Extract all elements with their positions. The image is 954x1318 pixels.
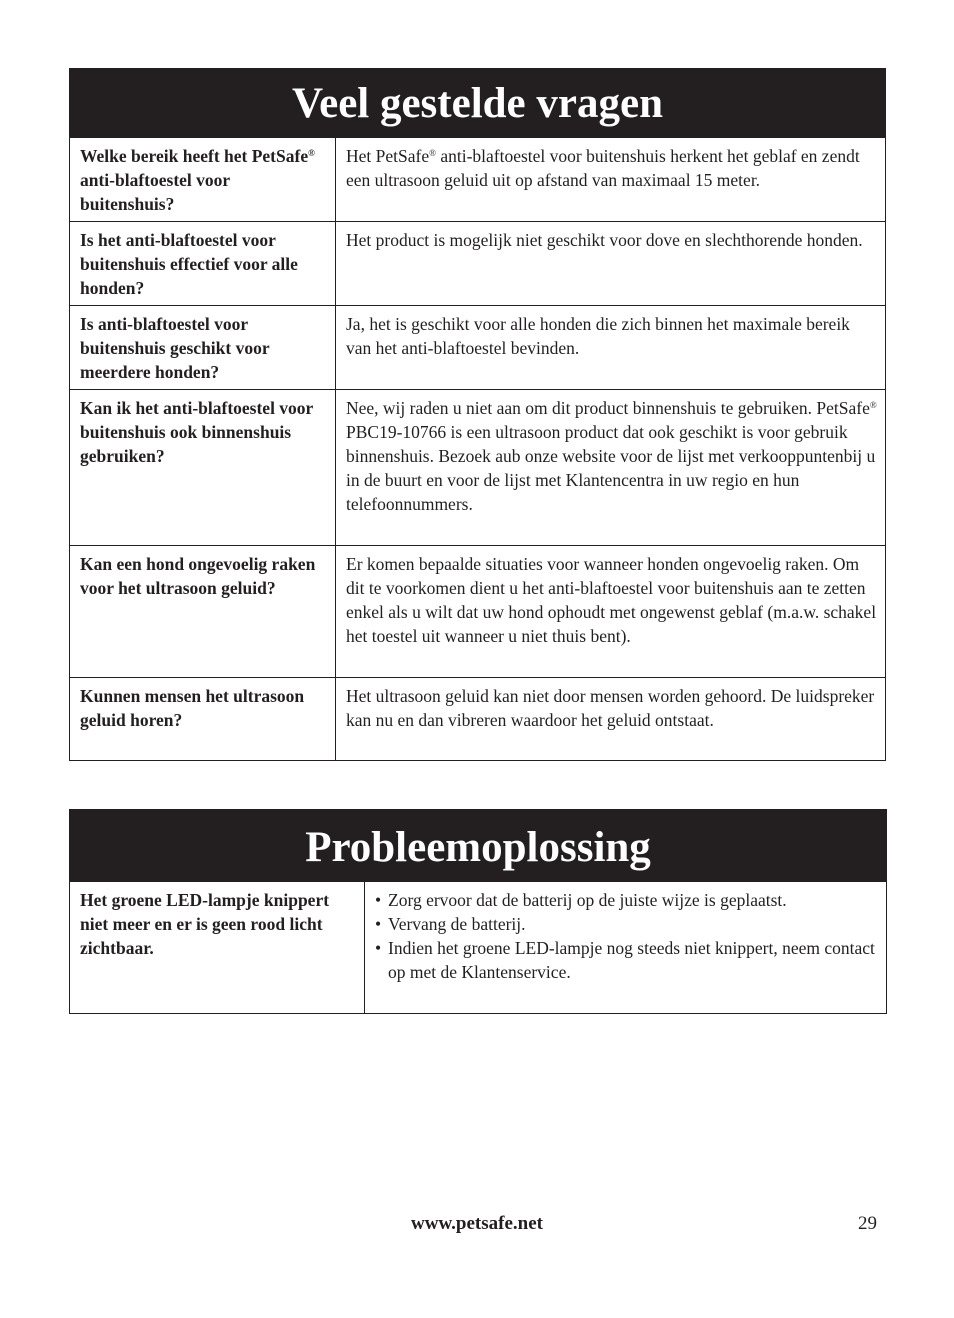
bullet-icon: • <box>375 938 382 958</box>
page-number: 29 <box>858 1213 877 1234</box>
troubleshooting-section <box>69 809 887 1014</box>
faq-question: Is anti-blaftoestel voor buitenshuis geschikt voor meerdere honden? <box>70 306 336 389</box>
troubleshooting-title: Probleemoplossing <box>70 810 886 881</box>
bullet-icon: • <box>375 914 382 934</box>
faq-answer: Het product is mogelijk niet geschikt voor dove en slechthorende honden. <box>346 230 863 250</box>
faq-row <box>70 389 885 545</box>
faq-answer: Er komen bepaalde situaties voor wanneer honden ongevoelig raken. Om dit te voorkomen dient u het anti-blaftoestel voor buitenshuis aan te zetten enkel als u wilt dat uw hond ophoudt met ongewenst geblaf (m.a.w. schakel het toestel uit wanneer u niet thuis bent). <box>346 554 877 646</box>
faq-title: Veel gestelde vragen <box>70 69 885 137</box>
faq-answer: Het ultrasoon geluid kan niet door mensen worden gehoord. De luidspreker kan nu en dan vibreren waardoor het geluid ontstaat. <box>346 686 875 730</box>
bullet-icon: • <box>375 890 382 910</box>
list-item: • Indien het groene LED-lampje nog steeds niet knippert, neem contact op met de Klantenservice. <box>375 938 875 982</box>
faq-row <box>70 677 885 760</box>
website-link[interactable]: www.petsafe.net <box>411 1213 543 1234</box>
faq-question: Is het anti-blaftoestel voor buitenshuis effectief voor alle honden? <box>70 222 336 305</box>
faq-answer: Het PetSafe® anti-blaftoestel voor buitenshuis herkent het geblaf en zendt een ultrasoon geluid uit op afstand van maximaal 15 meter. <box>346 146 860 190</box>
faq-row <box>70 305 885 389</box>
faq-question: Welke bereik heeft het PetSafe® anti-blaftoestel voor buitenshuis? <box>70 138 336 221</box>
solution-list <box>365 882 886 1013</box>
faq-question: Kunnen mensen het ultrasoon geluid horen? <box>70 678 336 760</box>
faq-answer: Ja, het is geschikt voor alle honden die zich binnen het maximale bereik van het anti-blaftoestel bevinden. <box>346 314 850 358</box>
faq-answer: Nee, wij raden u niet aan om dit product binnenshuis te gebruiken. PetSafe® PBC19-10766 is een ultrasoon product dat ook geschikt is voor gebruik binnenshuis. Bezoek aub onze website voor de lijst met verkooppuntenbij u in de buurt en voor de lijst met Klantencentra in uw regio en hun telefoonnummers. <box>346 398 877 514</box>
problem-description: Het groene LED-lampje knippert niet meer en er is geen rood licht zichtbaar. <box>70 882 365 1013</box>
list-item: • Zorg ervoor dat de batterij op de juiste wijze is geplaatst. <box>375 890 787 910</box>
faq-row <box>70 137 885 221</box>
faq-question: Kan een hond ongevoelig raken voor het ultrasoon geluid? <box>70 546 336 677</box>
faq-row <box>70 221 885 305</box>
faq-question: Kan ik het anti-blaftoestel voor buitenshuis ook binnenshuis gebruiken? <box>70 390 336 545</box>
faq-row <box>70 545 885 677</box>
troubleshooting-row <box>70 881 886 1013</box>
faq-section <box>69 68 886 761</box>
list-item: • Vervang de batterij. <box>375 914 526 934</box>
